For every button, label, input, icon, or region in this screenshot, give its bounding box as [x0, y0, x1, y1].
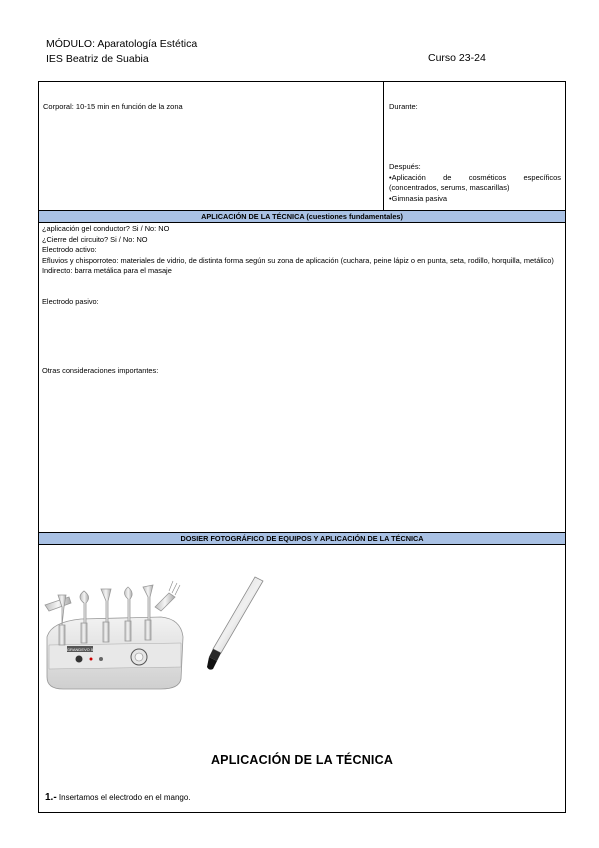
after-item: •Gimnasia pasiva [389, 193, 448, 203]
passive-electrode-label: Electrodo pasivo: [42, 296, 99, 306]
step-1 [45, 792, 191, 803]
step-number: 1.- [45, 792, 57, 803]
device-brand: GRANDEVO 5 [66, 647, 94, 652]
worksheet-table [38, 81, 566, 813]
question-circuit: ¿Cierre del circuito? Si / No: NO [42, 234, 148, 244]
active-electrode-label: Electrodo activo: [42, 245, 97, 255]
active-electrode-indirect: Indirecto: barra metálica para el masaje [42, 266, 172, 276]
high-frequency-device-image [41, 567, 189, 697]
after-label: Después: [389, 162, 421, 171]
module-title: MÓDULO: Aparatología Estética [46, 38, 198, 50]
after-block [389, 162, 561, 204]
technique-section-header: APLICACIÓN DE LA TÉCNICA (cuestiones fundamentales) [39, 211, 565, 223]
corporal-cell [39, 82, 384, 210]
question-gel: ¿aplicación gel conductor? Si / No: NO [42, 224, 170, 233]
dossier-section-header: DOSIER FOTOGRÁFICO DE EQUIPOS Y APLICACIÓN DE LA TÉCNICA [39, 533, 565, 545]
other-considerations-label: Otras consideraciones importantes: [42, 365, 159, 375]
corporal-text: Corporal: 10-15 min en función de la zona [43, 102, 183, 111]
school-name: IES Beatriz de Suabia [46, 53, 149, 65]
document-header [46, 37, 197, 67]
electrode-handle-image [199, 573, 271, 673]
course-year: Curso 23-24 [428, 52, 486, 64]
active-electrode-direct: Efluvios y chisporroteo: materiales de vidrio, de distinta forma según su zona de aplicación (cuchara, peine lápiz o en punta, seta, rodillo, horquilla, metálico) [42, 255, 554, 265]
during-label: Durante: [389, 102, 418, 111]
timing-row [39, 82, 565, 211]
after-item: •Aplicación de cosméticos específicos (concentrados, serums, mascarillas) [389, 172, 561, 192]
step-text: Insertamos el electrodo en el mango. [56, 793, 191, 802]
timing-cell [384, 82, 565, 210]
application-heading: APLICACIÓN DE LA TÉCNICA [210, 753, 394, 767]
dossier-cell [39, 545, 565, 812]
technique-questions [39, 223, 565, 533]
